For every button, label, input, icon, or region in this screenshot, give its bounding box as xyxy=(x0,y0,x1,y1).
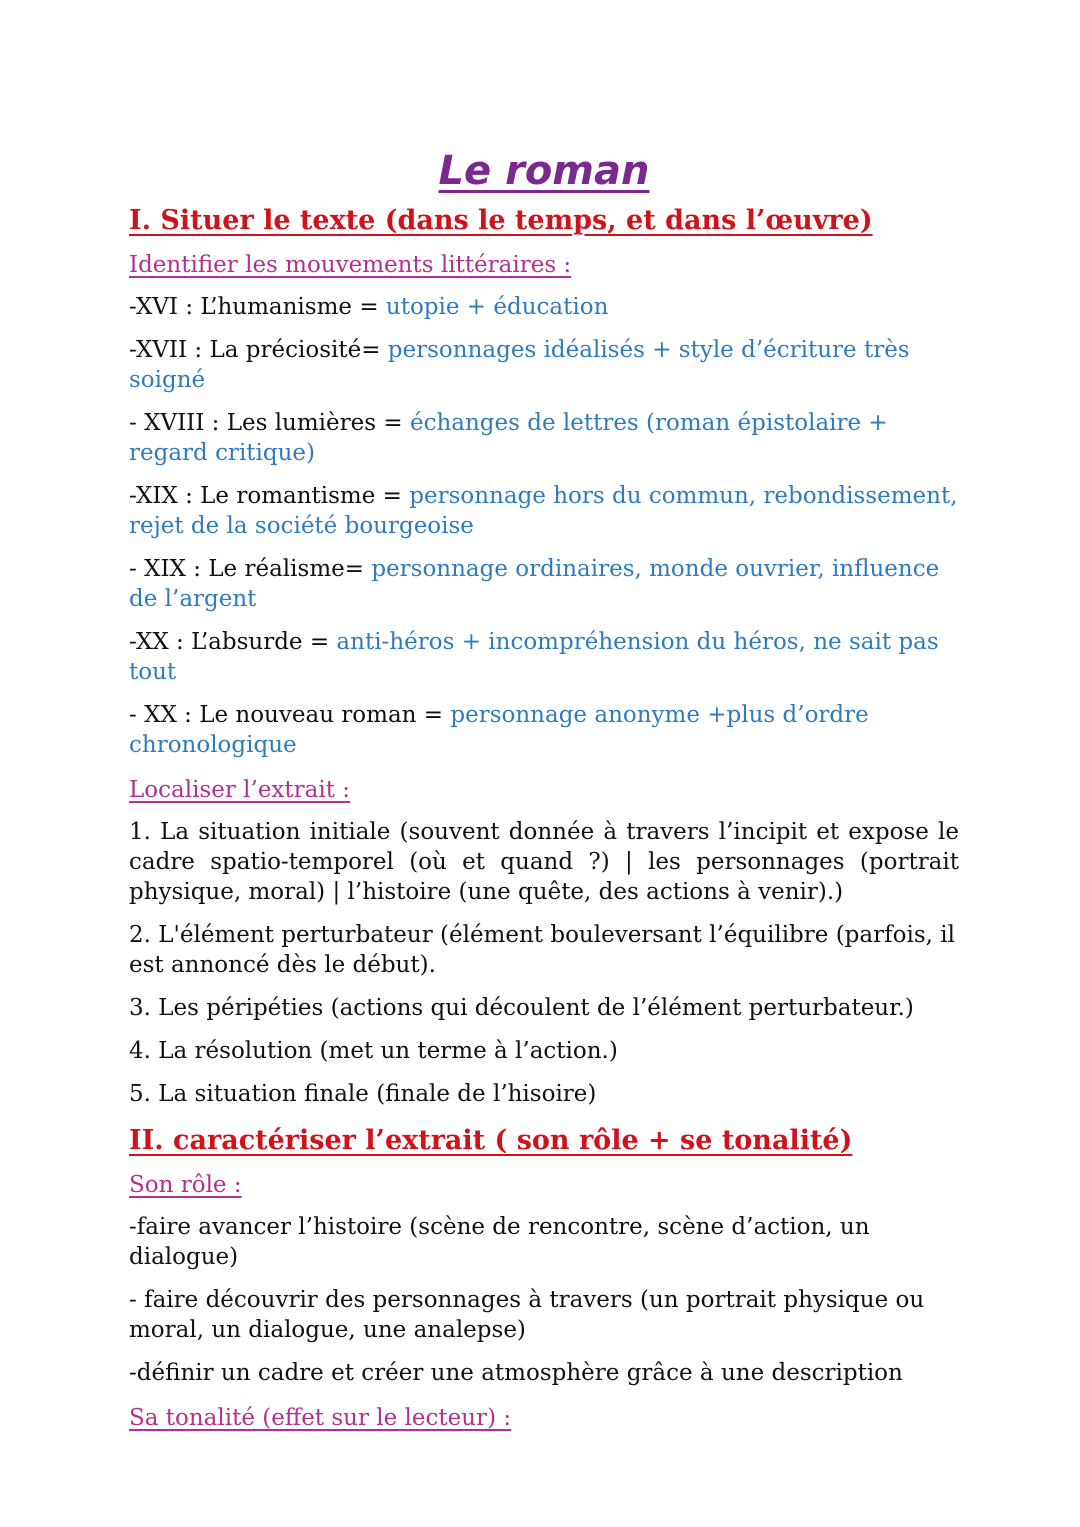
section-2-subheading-role: Son rôle : xyxy=(129,1172,242,1198)
role-item: -faire avancer l’histoire (scène de rencontre, scène d’action, un dialogue) xyxy=(129,1214,870,1270)
section-1-subheading-localiser: Localiser l’extrait : xyxy=(129,777,351,803)
step-item: 3. Les péripéties (actions qui découlent de l’élément perturbateur.) xyxy=(129,995,914,1021)
step-item: 2. L'élément perturbateur (élément bouleversant l’équilibre (parfois, il est annoncé dès le début). xyxy=(129,922,955,978)
page-title: Le roman xyxy=(438,148,650,194)
movement-description: personnage ordinaires, monde ouvrier, influence de l’argent xyxy=(129,556,940,612)
section-2-subheading-tonalite: Sa tonalité (effet sur le lecteur) : xyxy=(129,1405,512,1431)
movement-item xyxy=(129,292,959,322)
movement-label: -XX : L’absurde = xyxy=(129,629,337,655)
section-1-subheading-movements: Identifier les mouvements littéraires : xyxy=(129,252,572,278)
movement-item xyxy=(129,335,959,395)
movement-label: - XVIII : Les lumières = xyxy=(129,410,410,436)
movement-item xyxy=(129,627,959,687)
movement-label: -XVI : L’humanisme = xyxy=(129,294,386,320)
movement-item xyxy=(129,481,959,541)
role-item: -définir un cadre et créer une atmosphère grâce à une description xyxy=(129,1360,903,1386)
movement-description: anti-héros + incompréhension du héros, ne sait pas tout xyxy=(129,629,939,685)
document-content xyxy=(129,148,959,1445)
movement-description: personnage anonyme +plus d’ordre chronologique xyxy=(129,702,869,758)
movement-description: utopie + éducation xyxy=(385,294,609,320)
section-2-heading: II. caractériser l’extrait ( son rôle + se tonalité) xyxy=(129,1125,853,1156)
movement-label: - XIX : Le réalisme= xyxy=(129,556,372,582)
movement-item xyxy=(129,408,959,468)
step-item: 5. La situation finale (finale de l’hisoire) xyxy=(129,1081,597,1107)
movement-item xyxy=(129,554,959,614)
movement-label: -XIX : Le romantisme = xyxy=(129,483,410,509)
movement-description: personnage hors du commun, rebondissement, rejet de la société bourgeoise xyxy=(129,483,958,539)
role-item: - faire découvrir des personnages à travers (un portrait physique ou moral, un dialogue, une analepse) xyxy=(129,1287,925,1343)
movement-item xyxy=(129,700,959,760)
movement-label: - XX : Le nouveau roman = xyxy=(129,702,451,728)
movement-description: personnages idéalisés + style d’écriture très soigné xyxy=(129,337,910,393)
step-item: 4. La résolution (met un terme à l’action.) xyxy=(129,1038,618,1064)
step-item: 1. La situation initiale (souvent donnée à travers l’incipit et expose le cadre spatio-temporel (où et quand ?) | les personnages (portrait physique, moral) | l’histoire (une quête, des actions à venir).) xyxy=(129,819,959,905)
movement-label: -XVII : La préciosité= xyxy=(129,337,388,363)
movement-description: échanges de lettres (roman épistolaire + regard critique) xyxy=(129,410,888,466)
section-1-heading: I. Situer le texte (dans le temps, et dans l’œuvre) xyxy=(129,205,873,236)
